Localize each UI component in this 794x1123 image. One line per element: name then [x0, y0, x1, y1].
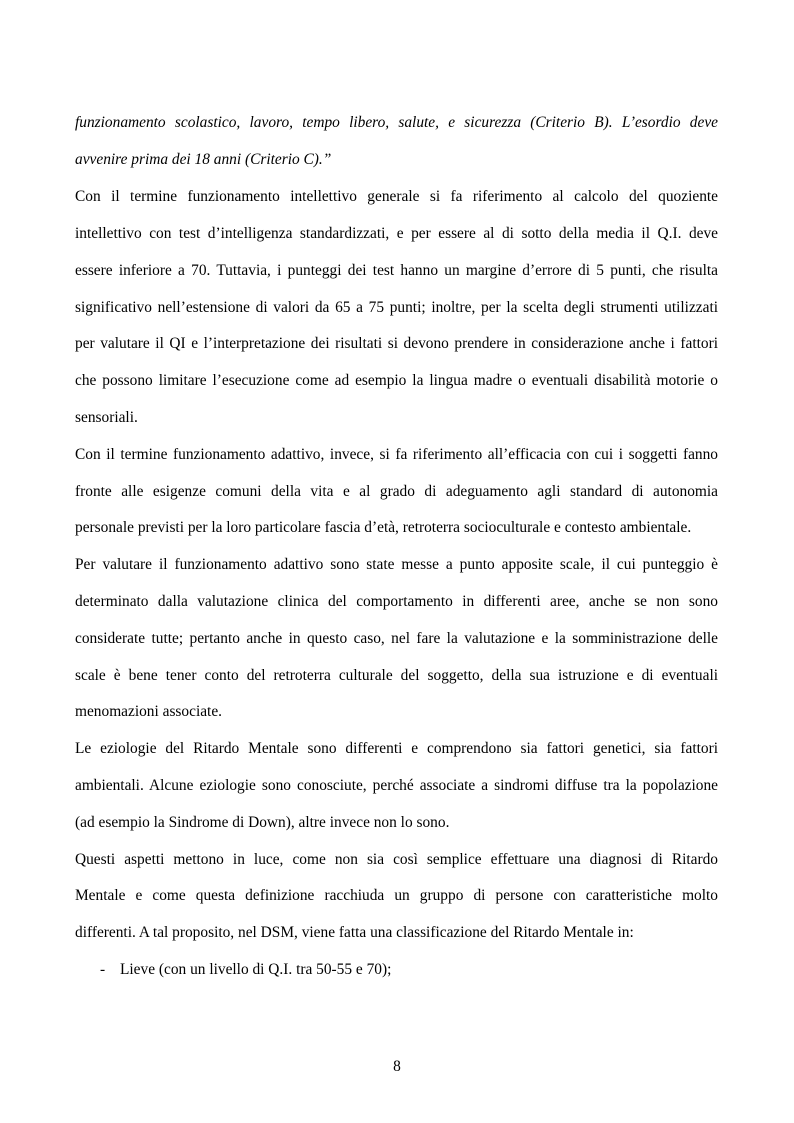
- paragraph-scales-line: considerate tutte; pertanto anche in questo caso, nel fare la valutazione e la somministrazione delle: [75, 630, 718, 647]
- paragraph-intellectual-line: Con il termine funzionamento intellettivo generale si fa riferimento al calcolo del quoziente: [75, 188, 718, 205]
- paragraph-etiology-line: ambientali. Alcune eziologie sono conosciute, perché associate a sindromi diffuse tra la popolazione: [75, 777, 718, 794]
- list-item: Lieve (con un livello di Q.I. tra 50-55 e 70);: [120, 961, 392, 978]
- paragraph-scales-line: scale è bene tener conto del retroterra culturale del soggetto, della sua istruzione e di eventuali: [75, 667, 718, 684]
- paragraph-intellectual-line: essere inferiore a 70. Tuttavia, i punteggi dei test hanno un margine d’errore di 5 punti, che risulta: [75, 262, 718, 279]
- list-item-marker: -: [100, 961, 106, 978]
- paragraph-intellectual-line: intellettivo con test d’intelligenza standardizzati, e per essere al di sotto della media il Q.I. deve: [75, 225, 718, 242]
- paragraph-classification-line: Mentale e come questa definizione racchiuda un gruppo di persone con caratteristiche molto: [75, 887, 718, 904]
- paragraph-scales-line: Per valutare il funzionamento adattivo sono state messe a punto apposite scale, il cui punteggio è: [75, 556, 718, 573]
- paragraph-adaptive-line: fronte alle esigenze comuni della vita e al grado di adeguamento agli standard di autonomia: [75, 483, 718, 500]
- paragraph-etiology-line: Le eziologie del Ritardo Mentale sono differenti e comprendono sia fattori genetici, sia fattori: [75, 740, 718, 757]
- paragraph-adaptive-line: personale previsti per la loro particolare fascia d’età, retroterra socioculturale e contesto ambientale.: [75, 519, 692, 536]
- paragraph-etiology-line: (ad esempio la Sindrome di Down), altre invece non lo sono.: [75, 814, 450, 831]
- paragraph-scales-line: menomazioni associate.: [75, 703, 223, 720]
- quote-line-2: avvenire prima dei 18 anni (Criterio C).”: [75, 151, 332, 168]
- quote-line-1: funzionamento scolastico, lavoro, tempo libero, salute, e sicurezza (Criterio B). L’esordio deve: [75, 114, 718, 131]
- paragraph-classification-line: Questi aspetti mettono in luce, come non sia così semplice effettuare una diagnosi di Ritardo: [75, 851, 718, 868]
- paragraph-intellectual-line: significativo nell’estensione di valori da 65 a 75 punti; inoltre, per la scelta degli strumenti utilizzati: [75, 299, 718, 316]
- page-number: 8: [393, 1058, 401, 1075]
- paragraph-adaptive-line: Con il termine funzionamento adattivo, invece, si fa riferimento all’efficacia con cui i soggetti fanno: [75, 446, 718, 463]
- paragraph-intellectual-line: sensoriali.: [75, 409, 138, 426]
- paragraph-intellectual-line: che possono limitare l’esecuzione come ad esempio la lingua madre o eventuali disabilità motorie o: [75, 372, 718, 389]
- paragraph-classification-line: differenti. A tal proposito, nel DSM, viene fatta una classificazione del Ritardo Mentale in:: [75, 924, 634, 941]
- paragraph-intellectual-line: per valutare il QI e l’interpretazione dei risultati si devono prendere in considerazione anche i fattori: [75, 335, 718, 352]
- paragraph-scales-line: determinato dalla valutazione clinica del comportamento in differenti aree, anche se non sono: [75, 593, 718, 610]
